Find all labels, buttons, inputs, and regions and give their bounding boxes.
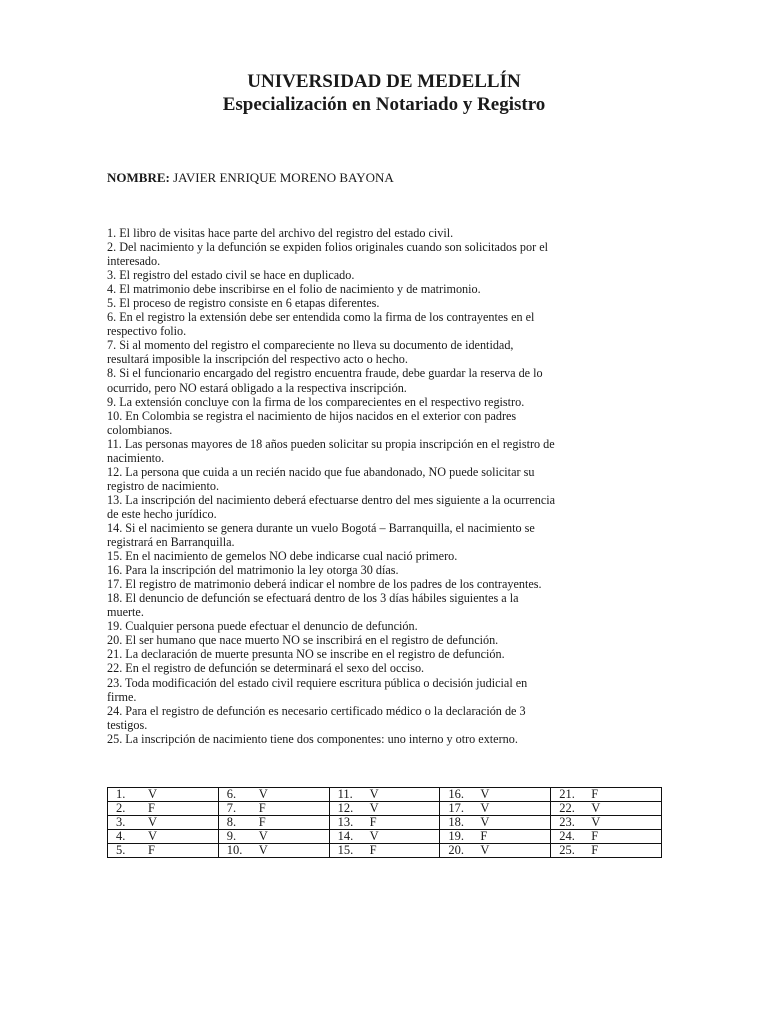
- answer-cell: [440, 802, 551, 816]
- question-line: 13. La inscripción del nacimiento deberá efectuarse dentro del mes siguiente a la ocurrencia: [107, 492, 556, 507]
- answer-cell: [218, 816, 329, 830]
- answer-value: V: [480, 801, 490, 815]
- question-line: 2. Del nacimiento y la defunción se expiden folios originales cuando son solicitados por el: [107, 240, 549, 255]
- answer-value: F: [369, 815, 377, 829]
- answer-value: F: [258, 801, 266, 815]
- answer-number: 3.: [116, 815, 126, 829]
- answer-row: [108, 788, 662, 802]
- question-line: muerte.: [107, 605, 144, 620]
- question-line: firme.: [107, 689, 137, 704]
- question-line: 3. El registro del estado civil se hace en duplicado.: [107, 268, 355, 283]
- answer-cell: [218, 788, 329, 802]
- answer-cell: [551, 830, 662, 844]
- answer-value: V: [258, 843, 268, 857]
- answer-value: V: [369, 829, 379, 843]
- question-list: [107, 226, 647, 746]
- question-line: 22. En el registro de defunción se determinará el sexo del occiso.: [107, 661, 425, 676]
- question-line: 25. La inscripción de nacimiento tiene dos componentes: uno interno y otro externo.: [107, 731, 518, 746]
- question-line: 12. La persona que cuida a un recién nacido que fue abandonado, NO puede solicitar su: [107, 464, 535, 479]
- answer-number: 19.: [448, 829, 465, 843]
- question-line: registrará en Barranquilla.: [107, 535, 235, 550]
- question-line: 24. Para el registro de defunción es necesario certificado médico o la declaración de 3: [107, 703, 526, 718]
- answer-value: V: [480, 787, 490, 801]
- question-line: registro de nacimiento.: [107, 478, 220, 493]
- answer-number: 24.: [559, 829, 575, 843]
- answer-number: 25.: [559, 843, 575, 857]
- answer-cell: [108, 830, 219, 844]
- question-line: testigos.: [107, 717, 148, 732]
- question-line: respectivo folio.: [107, 324, 187, 339]
- answer-cell: [551, 844, 662, 858]
- answer-cell: [551, 802, 662, 816]
- answer-value: V: [591, 815, 601, 829]
- question-line: colombianos.: [107, 422, 173, 437]
- answer-number: 20.: [448, 843, 465, 857]
- answer-number: 18.: [448, 815, 465, 829]
- question-line: 10. En Colombia se registra el nacimiento de hijos nacidos en el exterior con padres: [107, 408, 517, 423]
- question-line: 4. El matrimonio debe inscribirse en el folio de nacimiento y de matrimonio.: [107, 282, 481, 297]
- answer-number: 9.: [226, 829, 237, 843]
- answer-cell: [329, 802, 440, 816]
- answer-row: [108, 802, 662, 816]
- answer-number: 17.: [448, 801, 465, 815]
- student-name: JAVIER ENRIQUE MORENO BAYONA: [173, 170, 394, 185]
- answer-cell: [329, 788, 440, 802]
- answer-value: F: [591, 829, 599, 843]
- answer-cell: [440, 816, 551, 830]
- answer-number: 1.: [116, 787, 126, 801]
- answer-cell: [218, 802, 329, 816]
- answer-number: 4.: [116, 829, 126, 843]
- answer-number: 11.: [337, 787, 353, 801]
- question-line: 11. Las personas mayores de 18 años pueden solicitar su propia inscripción en el registro de: [107, 436, 555, 451]
- answer-table: [107, 787, 662, 858]
- question-line: ocurrido, pero NO estará obligado a la respectiva inscripción.: [107, 380, 407, 395]
- answer-value: F: [258, 815, 266, 829]
- answer-cell: [218, 844, 329, 858]
- answer-cell: [551, 816, 662, 830]
- answer-value: F: [148, 843, 155, 857]
- question-line: 18. El denuncio de defunción se efectuará dentro de los 3 días hábiles siguientes a la: [107, 591, 519, 606]
- answer-cell: [218, 830, 329, 844]
- answer-value: F: [369, 843, 377, 857]
- question-line: 9. La extensión concluye con la firma de los comparecientes en el respectivo registro.: [107, 394, 525, 409]
- answer-value: V: [258, 829, 268, 843]
- answer-value: V: [258, 787, 268, 801]
- answer-cell: [440, 830, 551, 844]
- answer-number: 6.: [226, 787, 237, 801]
- answer-value: V: [369, 787, 379, 801]
- question-line: 19. Cualquier persona puede efectuar el denuncio de defunción.: [107, 619, 418, 634]
- answer-cell: [108, 844, 219, 858]
- answer-number: 23.: [559, 815, 575, 829]
- answer-value: F: [591, 843, 599, 857]
- answer-value: F: [480, 829, 488, 843]
- answer-value: V: [148, 815, 158, 829]
- answer-row: [108, 830, 662, 844]
- question-line: 15. En el nacimiento de gemelos NO debe indicarse cual nació primero.: [107, 549, 458, 564]
- question-line: 5. El proceso de registro consiste en 6 etapas diferentes.: [107, 296, 380, 311]
- answer-row: [108, 816, 662, 830]
- answer-number: 7.: [226, 801, 237, 815]
- answer-number: 16.: [448, 787, 465, 801]
- answer-number: 13.: [337, 815, 354, 829]
- answer-number: 2.: [116, 801, 126, 815]
- answer-cell: [329, 844, 440, 858]
- answer-cell: [329, 830, 440, 844]
- answer-number: 5.: [116, 843, 126, 857]
- name-label: NOMBRE:: [107, 170, 170, 185]
- answer-number: 21.: [559, 787, 575, 801]
- answer-row: [108, 844, 662, 858]
- answer-number: 8.: [226, 815, 237, 829]
- answer-number: 22.: [559, 801, 575, 815]
- question-line: de este hecho jurídico.: [107, 506, 217, 521]
- answer-number: 14.: [337, 829, 354, 843]
- answer-value: V: [480, 843, 490, 857]
- answer-value: V: [591, 801, 601, 815]
- answer-value: V: [148, 787, 158, 801]
- answer-cell: [108, 802, 219, 816]
- answer-value: F: [148, 801, 155, 815]
- answer-value: V: [480, 815, 490, 829]
- answer-cell: [329, 816, 440, 830]
- program-title: Especialización en Notariado y Registro: [222, 94, 546, 115]
- question-line: nacimiento.: [107, 450, 165, 465]
- question-line: 7. Si al momento del registro el compareciente no lleva su documento de identidad,: [107, 338, 514, 353]
- answer-number: 12.: [337, 801, 354, 815]
- question-line: 16. Para la inscripción del matrimonio la ley otorga 30 días.: [107, 563, 399, 578]
- student-name-line: [107, 170, 394, 186]
- answer-value: F: [591, 787, 599, 801]
- question-line: 21. La declaración de muerte presunta NO se inscribe en el registro de defunción.: [107, 647, 505, 662]
- question-line: 23. Toda modificación del estado civil requiere escritura pública o decisión judicial en: [107, 675, 528, 690]
- answer-number: 10.: [226, 843, 243, 857]
- answer-cell: [108, 816, 219, 830]
- answer-value: V: [148, 829, 158, 843]
- question-line: 14. Si el nacimiento se genera durante un vuelo Bogotá – Barranquilla, el nacimiento se: [107, 520, 535, 535]
- question-line: 1. El libro de visitas hace parte del archivo del registro del estado civil.: [107, 226, 454, 240]
- answer-cell: [108, 788, 219, 802]
- question-line: 8. Si el funcionario encargado del registro encuentra fraude, debe guardar la reserva de lo: [107, 366, 543, 381]
- question-line: resultará imposible la inscripción del respectivo acto o hecho.: [107, 352, 408, 367]
- question-line: 17. El registro de matrimonio deberá indicar el nombre de los padres de los contrayentes.: [107, 577, 542, 592]
- question-line: 20. El ser humano que nace muerto NO se inscribirá en el registro de defunción.: [107, 633, 499, 648]
- answer-number: 15.: [337, 843, 354, 857]
- university-title: UNIVERSIDAD DE MEDELLÍN: [247, 71, 521, 92]
- question-line: 6. En el registro la extensión debe ser entendida como la firma de los contrayentes en el: [107, 310, 535, 325]
- answer-cell: [551, 788, 662, 802]
- answer-cell: [440, 844, 551, 858]
- question-line: interesado.: [107, 254, 161, 269]
- answer-value: V: [369, 801, 379, 815]
- answer-cell: [440, 788, 551, 802]
